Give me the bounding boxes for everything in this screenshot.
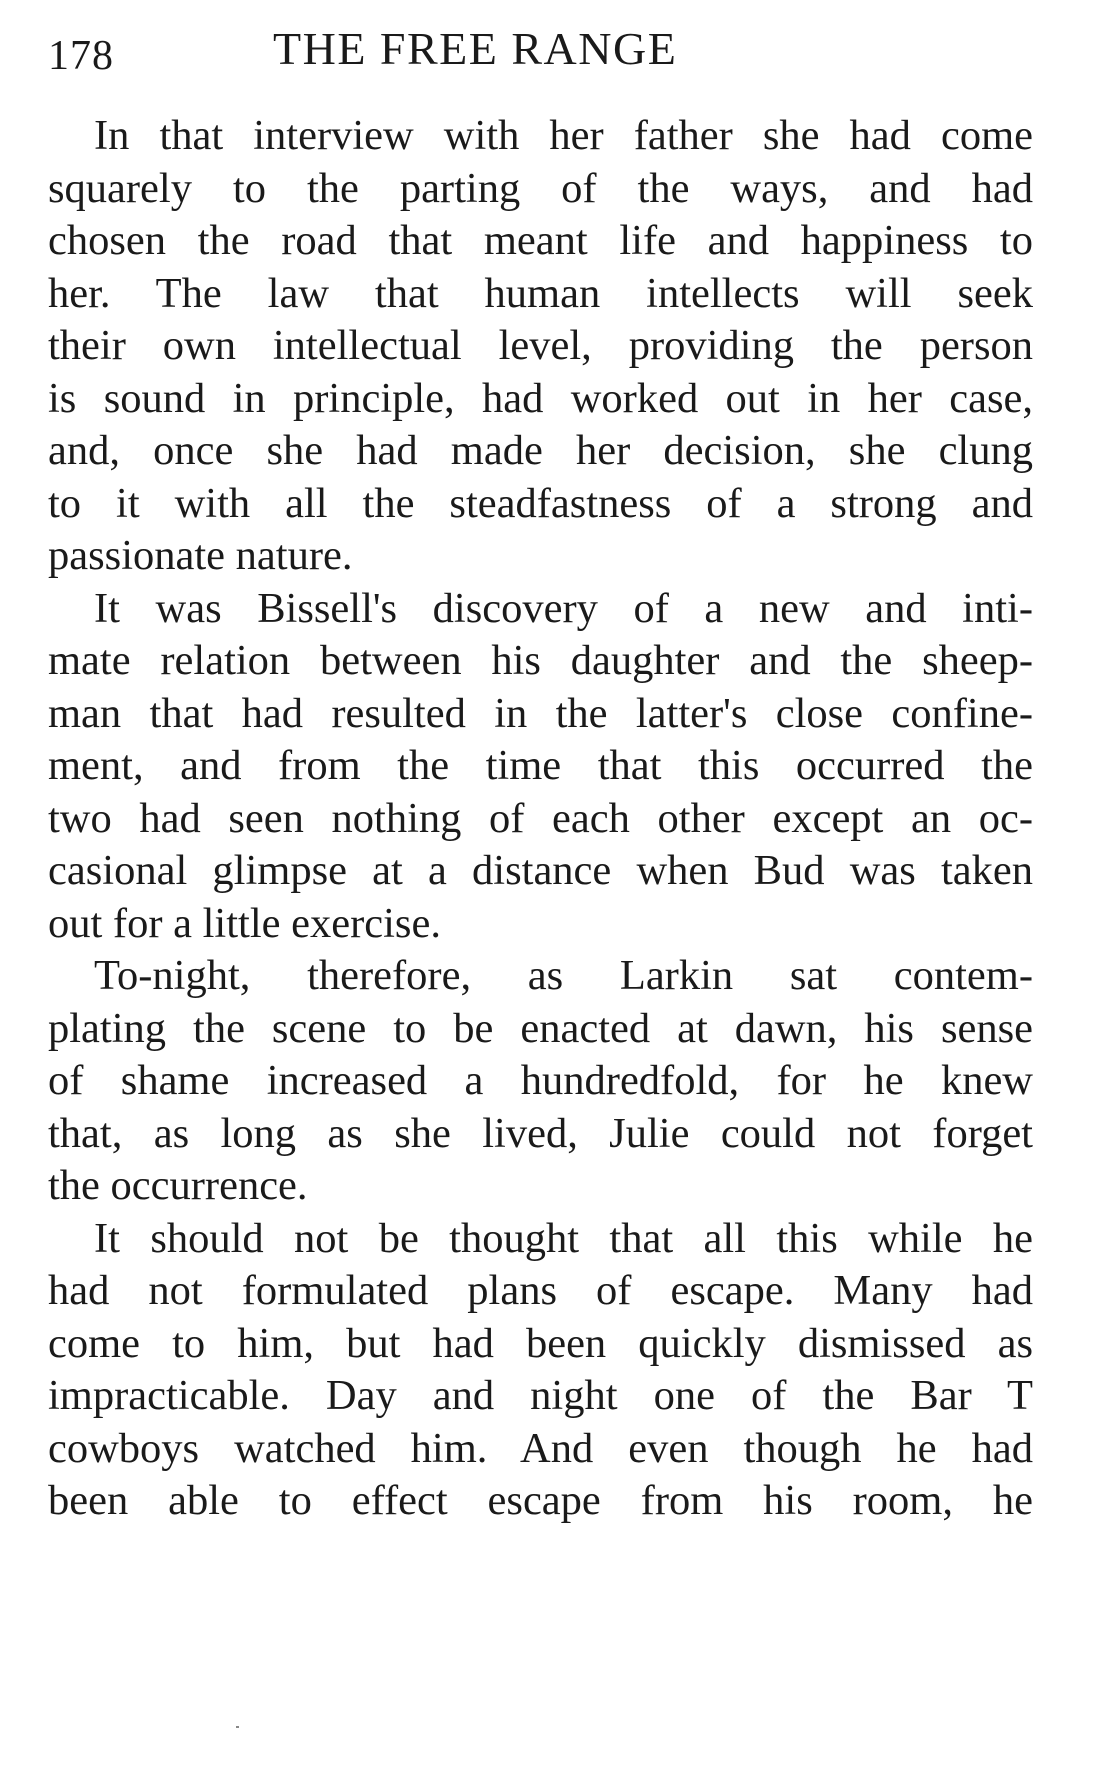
text-line: out for a little exercise. [48,899,441,947]
text-line: is sound in principle, had worked out in her case, [48,374,1033,422]
running-title: THE FREE RANGE [273,23,678,74]
text-line: mate relation between his daughter and the sheep- [48,637,1033,684]
text-line: To-night, therefore, as Larkin sat contem- [94,952,1033,999]
scan-speck [236,1726,239,1728]
text-line: been able to effect escape from his room, he [48,1477,1033,1524]
text-line: plating the scene to be enacted at dawn, his sense [48,1004,1033,1052]
text-line: two had seen nothing of each other except an oc- [48,794,1033,842]
text-line: ment, and from the time that this occurred the [48,742,1033,789]
text-line: and, once she had made her decision, she clung [48,427,1033,474]
running-head [48,22,1048,92]
text-line: It should not be thought that all this while he [94,1214,1033,1262]
text-line: man that had resulted in the latter's close confine- [48,689,1033,737]
text-line: their own intellectual level, providing the person [48,322,1033,369]
text-line: her. The law that human intellects will seek [48,269,1033,317]
text-line: chosen the road that meant life and happiness to [48,217,1033,264]
paragraph-1 [48,110,1033,583]
text-line: the occurrence. [48,1162,308,1209]
text-line: that, as long as she lived, Julie could not forget [48,1109,1033,1157]
page-number: 178 [48,33,114,79]
paragraph-3 [48,950,1033,1213]
text-line: come to him, but had been quickly dismissed as [48,1319,1033,1367]
text-line: of shame increased a hundredfold, for he knew [48,1057,1033,1104]
paragraph-2 [48,583,1033,951]
text-line: In that interview with her father she had come [94,112,1033,159]
body-text [48,110,1033,1528]
text-line: had not formulated plans of escape. Many had [48,1267,1033,1314]
text-line: cowboys watched him. And even though he had [48,1424,1033,1472]
paragraph-4 [48,1213,1033,1528]
text-line: It was Bissell's discovery of a new and inti- [94,584,1033,632]
text-line: to it with all the steadfastness of a strong and [48,479,1033,527]
text-line: passionate nature. [48,532,353,579]
text-line: impracticable. Day and night one of the Bar T [48,1372,1033,1419]
text-line: casional glimpse at a distance when Bud was taken [48,847,1033,894]
text-line: squarely to the parting of the ways, and had [48,164,1033,212]
